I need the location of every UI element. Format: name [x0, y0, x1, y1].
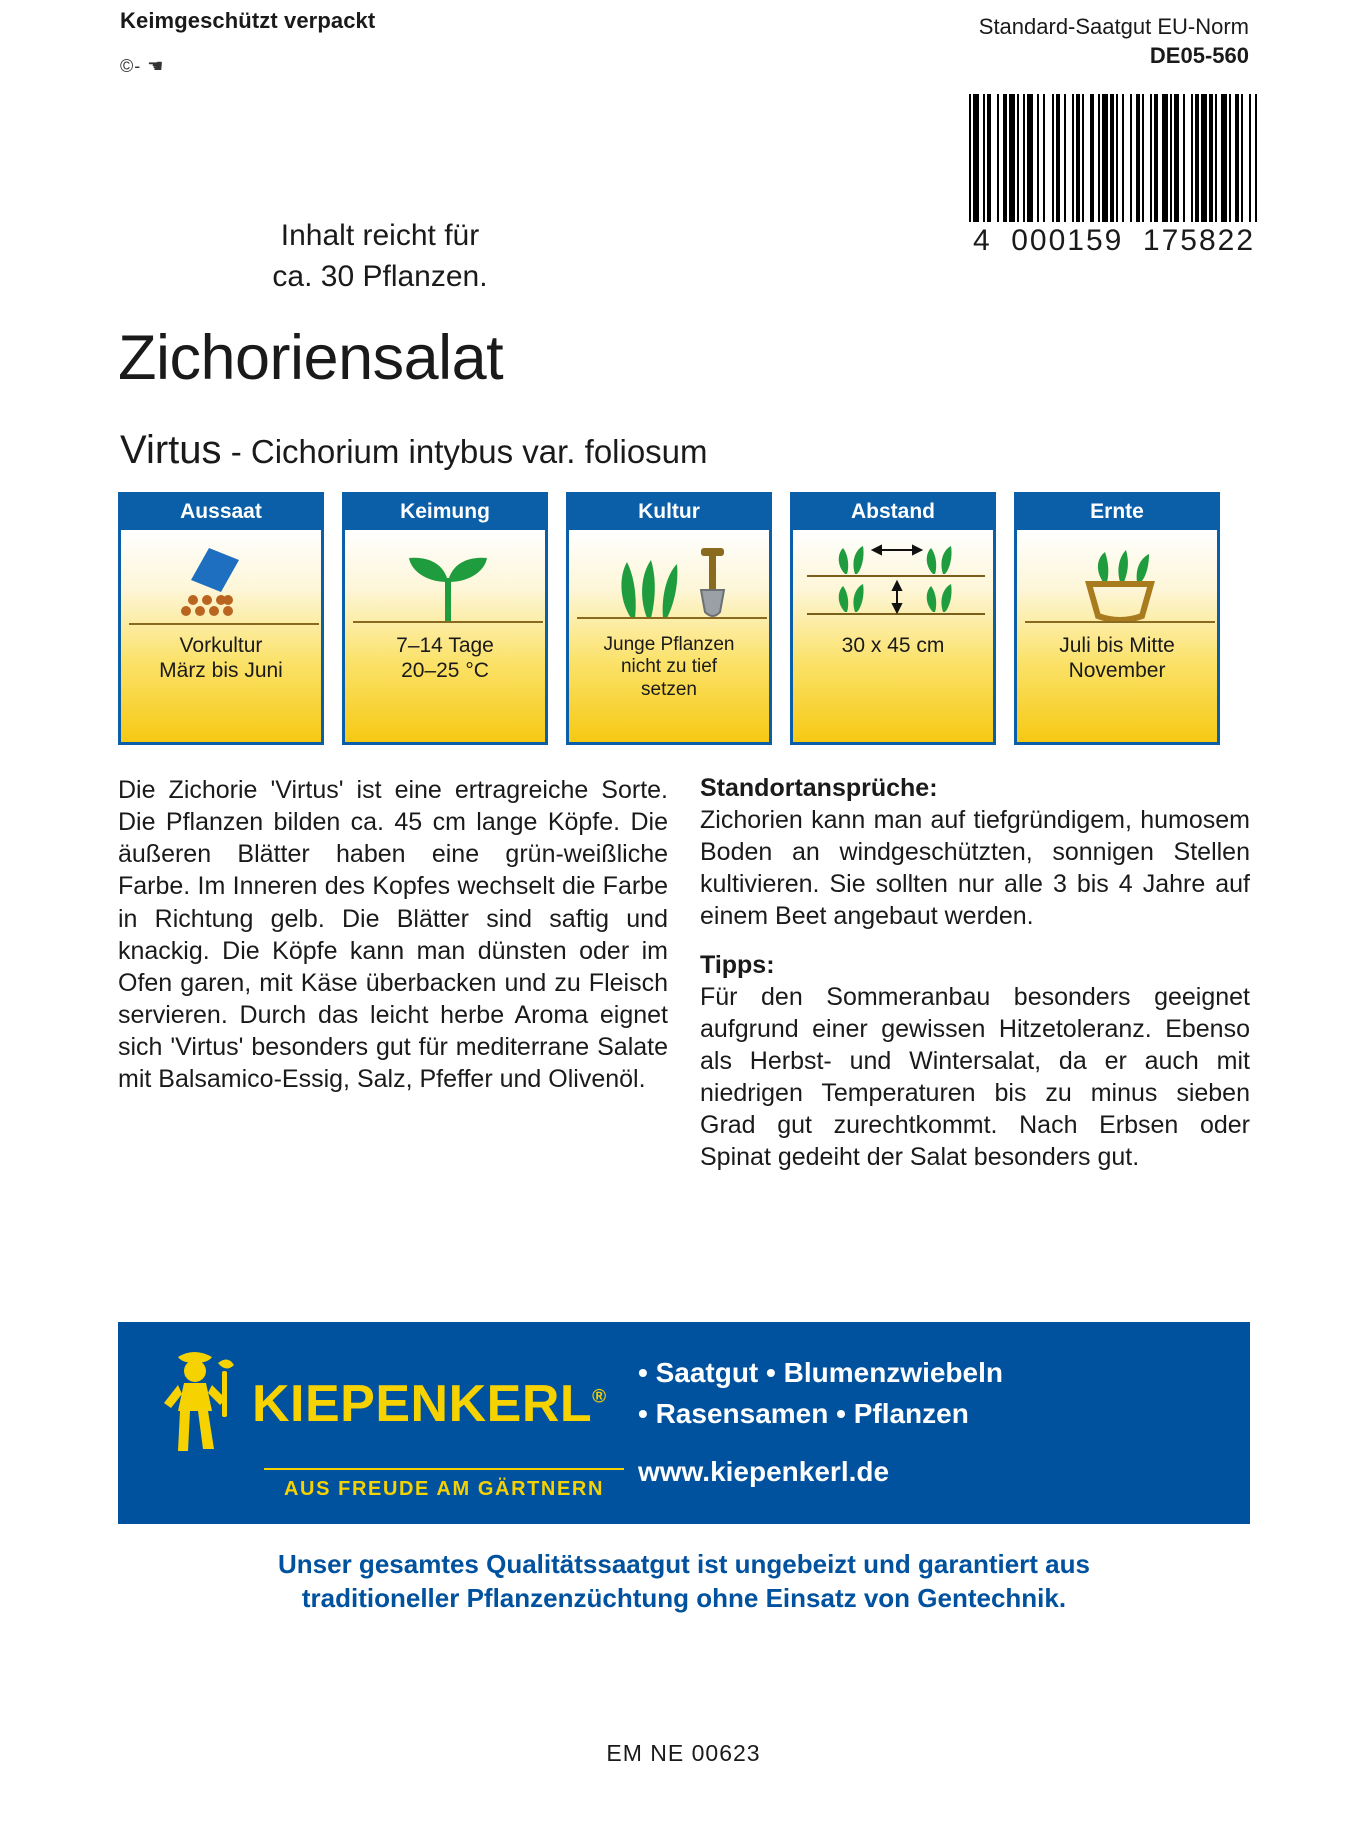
gardener-mascot-icon — [148, 1345, 244, 1462]
info-box-kultur-title: Kultur — [569, 495, 769, 530]
tips-heading: Tipps: — [700, 950, 775, 979]
ernte-line-1: Juli bis Mitte — [1059, 634, 1175, 657]
left-column — [118, 774, 668, 1191]
info-box-keimung — [342, 492, 548, 745]
brand-name-text: KIEPENKERL — [252, 1374, 593, 1433]
right-column — [700, 774, 1250, 1191]
product-bullets-line-1: • Saatgut • Blumenzwiebeln — [638, 1357, 1003, 1389]
harvest-basket-icon — [1017, 530, 1217, 634]
copyright-mark — [120, 56, 164, 77]
info-box-keimung-title: Keimung — [345, 495, 545, 530]
germination-protection-note: Keimgeschützt verpackt — [120, 8, 376, 33]
variety-description: Die Zichorie 'Virtus' ist eine ertragreiche Sorte. Die Pflanzen bilden ca. 45 cm lange Köpfe. Die äußeren Blätter haben eine grün-weißliche Farbe. Im Inneren des Kopfes wechselt die Farbe in Richtung gelb. Die Blätter sind saftig und knackig. Die Köpfe kann man dünsten oder im Ofen garen, mit Käse überbacken und zu Fleisch servieren. Durch das leicht herbe Aroma eignet sich 'Virtus' besonders gut für mediterrane Salate mit Balsamico-Essig, Salz, Pfeffer und Olivenöl. — [118, 776, 668, 1094]
barcode-digit-first: 4 — [973, 224, 992, 257]
description-columns — [118, 774, 1250, 1191]
keimung-line-2: 20–25 °C — [401, 658, 489, 682]
site-requirements-heading: Standortansprüche: — [700, 774, 938, 802]
content-amount-line-2: ca. 30 Pflanzen. — [272, 259, 488, 293]
tips-text: Für den Sommeranbau besonders geeignet aufgrund einer gewissen Hitzetoleranz. Ebenso als Herbst- und Wintersalat, da er auch mit niedrigen Temperaturen bis zu minus sieben Grad gut zurechtkommt. Nach Erbsen oder Spinat gedeiht der Salat besonders gut. — [700, 982, 1250, 1172]
em-code: EM NE 00623 — [606, 1740, 761, 1766]
barcode-digit-group-2: 175822 — [1142, 224, 1255, 257]
brand-website[interactable]: www.kiepenkerl.de — [638, 1456, 890, 1488]
kultur-line-1: Junge Pflanzen — [603, 634, 735, 655]
botanical-name: - Cichorium intybus var. foliosum — [230, 433, 708, 470]
info-box-aussaat-text — [155, 634, 287, 684]
variety-name: Virtus — [120, 428, 222, 472]
content-amount — [0, 216, 760, 297]
eu-norm-block — [979, 12, 1249, 71]
product-bullets-line-2: • Rasensamen • Pflanzen — [638, 1397, 969, 1429]
aussaat-line-1: Vorkultur — [179, 634, 263, 657]
info-box-kultur-text — [600, 634, 739, 701]
info-box-abstand — [790, 492, 996, 745]
site-requirements-text: Zichorien kann man auf tiefgründigem, humosem Boden an windgeschützten, sonnigen Stellen kultivieren. Sie sollten nur alle 3 bis 4 Jahre auf einem Beet angebaut werden. — [700, 806, 1250, 931]
info-box-abstand-text — [838, 634, 949, 659]
brand-name — [252, 1374, 607, 1434]
barcode-bars-icon — [969, 94, 1259, 222]
info-box-ernte-title: Ernte — [1017, 495, 1217, 530]
kultur-line-3: setzen — [641, 678, 697, 700]
copyright-glyph-icon: ☚ — [147, 56, 165, 76]
standard-seed-line: Standard-Saatgut EU-Norm — [978, 14, 1249, 39]
brand-logo — [118, 1345, 638, 1501]
spacing-arrows-icon — [793, 530, 993, 634]
info-box-aussaat — [118, 492, 324, 745]
aussaat-line-2: März bis Juni — [159, 658, 283, 682]
content-amount-line-1: Inhalt reicht für — [280, 219, 480, 252]
brand-product-list — [638, 1353, 1003, 1493]
page-title: Zichoriensalat — [118, 323, 504, 393]
norm-code: DE05-560 — [1149, 43, 1249, 69]
info-box-abstand-title: Abstand — [793, 495, 993, 530]
barcode — [969, 94, 1259, 258]
brand-slogan: AUS FREUDE AM GÄRTNERN — [264, 1468, 624, 1501]
growing-info-boxes — [118, 492, 1250, 745]
info-box-keimung-text — [392, 634, 498, 684]
plant-spade-icon — [569, 530, 769, 634]
ernte-line-2: November — [1068, 658, 1166, 682]
registered-mark: ® — [592, 1386, 607, 1408]
keimung-line-1: 7–14 Tage — [396, 634, 494, 657]
info-box-ernte — [1014, 492, 1220, 745]
info-box-ernte-text — [1055, 634, 1179, 684]
abstand-line-1: 30 x 45 cm — [841, 634, 945, 657]
brand-banner — [118, 1322, 1250, 1524]
guarantee-line-2: traditioneller Pflanzenzüchtung ohne Einsatz von Gentechnik. — [301, 1582, 1067, 1613]
sprout-icon — [345, 530, 545, 634]
barcode-digits — [969, 224, 1259, 258]
kultur-line-2: nicht zu tief — [620, 656, 718, 678]
copyright-text: ©- — [120, 56, 142, 76]
info-box-kultur — [566, 492, 772, 745]
variety-line — [120, 428, 708, 473]
seed-packet-icon — [121, 530, 321, 634]
info-box-aussaat-title: Aussaat — [121, 495, 321, 530]
barcode-digit-group-1: 000159 — [1011, 224, 1124, 257]
guarantee-line-1: Unser gesamtes Qualitätssaatgut ist ungebeizt und garantiert aus — [278, 1549, 1090, 1579]
tips-block — [700, 951, 1250, 1174]
quality-guarantee — [118, 1548, 1250, 1616]
site-requirements-block — [700, 774, 1250, 933]
